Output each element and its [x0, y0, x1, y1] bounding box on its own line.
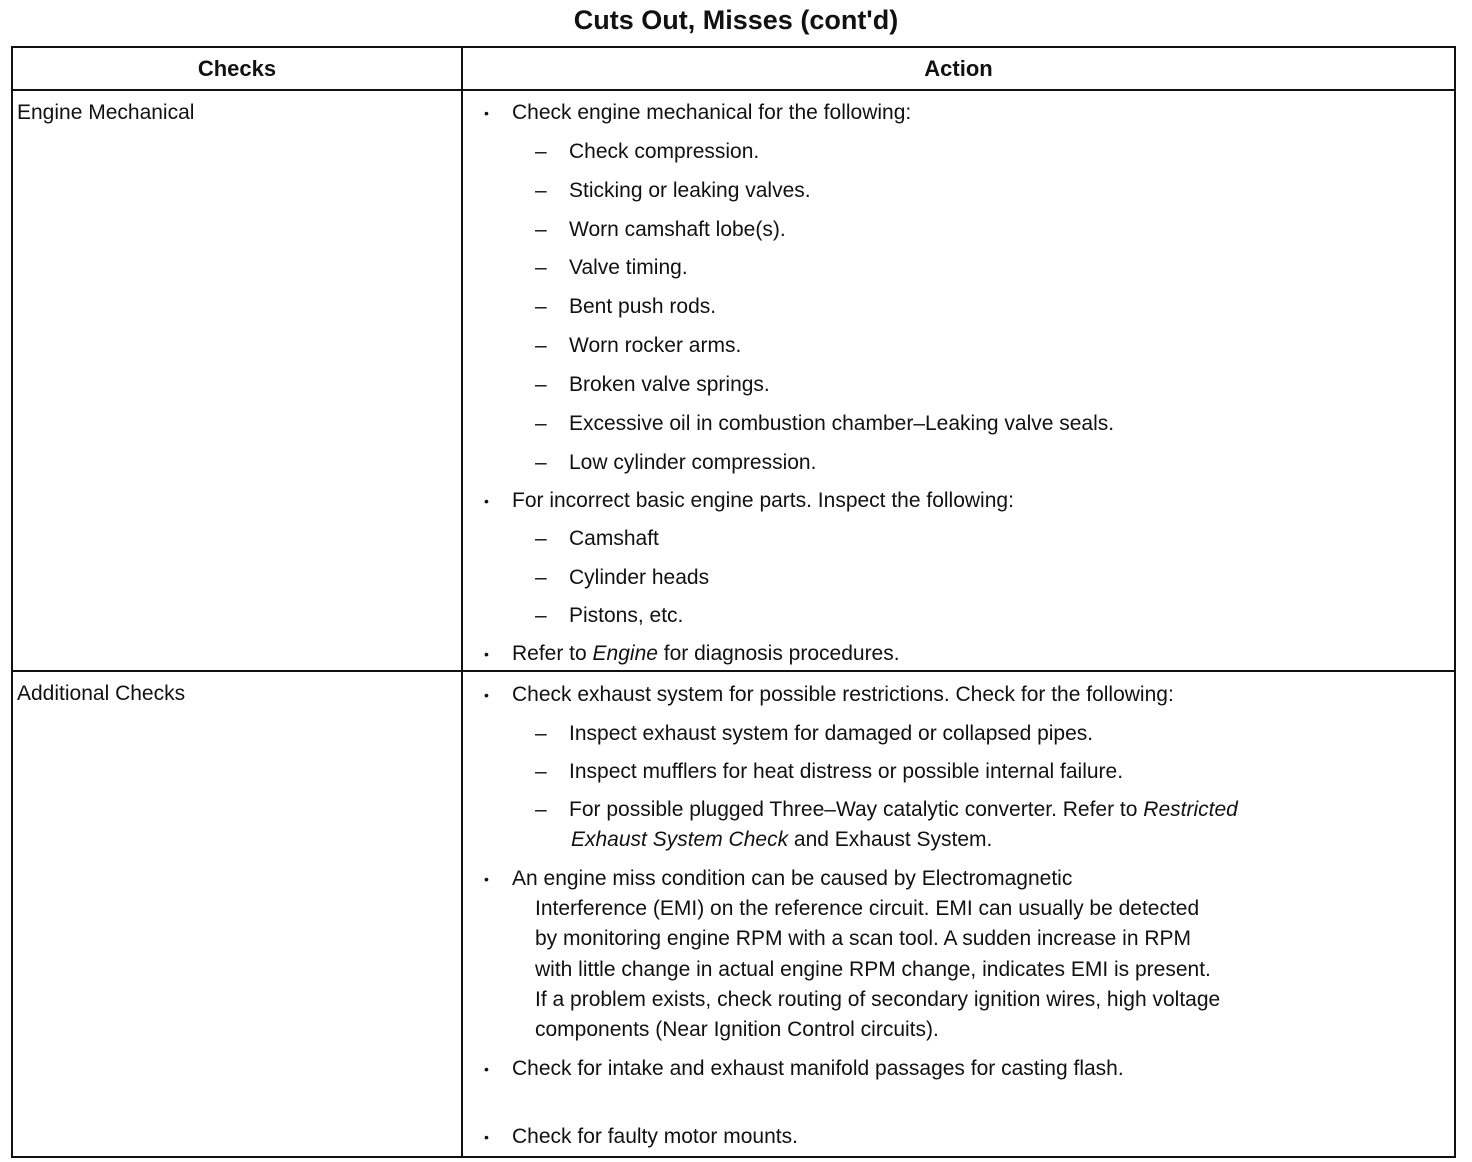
- sub-item: – Inspect exhaust system for damaged or collapsed pipes.: [569, 720, 1093, 748]
- sub-item: – Camshaft: [569, 525, 659, 553]
- restricted-reference: Restricted: [1143, 798, 1238, 821]
- text: and Exhaust System.: [788, 828, 993, 851]
- bullet-continuation: by monitoring engine RPM with a scan tool. A sudden increase in RPM: [535, 927, 1192, 950]
- header-checks: Checks: [197, 56, 277, 81]
- bullet-item: • Check engine mechanical for the following:: [512, 99, 911, 127]
- bullet-continuation: with little change in actual engine RPM change, indicates EMI is present.: [535, 958, 1211, 981]
- text: For possible plugged Three–Way catalytic converter. Refer to: [569, 798, 1144, 821]
- bullet-item: • Check for faulty motor mounts.: [512, 1123, 798, 1151]
- text: for diagnosis procedures.: [657, 642, 900, 665]
- diagnosis-table: [11, 46, 1456, 1158]
- action-cell: [463, 91, 1454, 670]
- exhaust-system-check-reference: Exhaust System Check: [571, 828, 789, 851]
- text: Refer to: [512, 642, 593, 665]
- bullet-item: • Check for intake and exhaust manifold passages for casting flash.: [512, 1055, 1124, 1083]
- header-action: Action: [924, 56, 993, 81]
- action-cell: [463, 672, 1454, 1156]
- page-title: Cuts Out, Misses (cont'd): [573, 5, 899, 35]
- sub-item: – Bent push rods.: [569, 293, 716, 321]
- bullet-continuation: components (Near Ignition Control circuits).: [535, 1018, 939, 1041]
- sub-item: – Check compression.: [569, 138, 759, 166]
- sub-item: – Worn camshaft lobe(s).: [569, 216, 786, 244]
- sub-item: – Worn rocker arms.: [569, 332, 741, 360]
- bullet-item: • An engine miss condition can be caused by Electromagnetic: [512, 865, 1072, 893]
- bullet-continuation: Interference (EMI) on the reference circuit. EMI can usually be detected: [535, 897, 1200, 920]
- sub-item: – Cylinder heads: [569, 564, 709, 592]
- sub-item: – Excessive oil in combustion chamber–Leaking valve seals.: [569, 410, 1114, 438]
- bullet-item: • Check exhaust system for possible restrictions. Check for the following:: [512, 681, 1174, 709]
- sub-item: – Broken valve springs.: [569, 371, 770, 399]
- sub-item: – Valve timing.: [569, 254, 688, 282]
- bullet-item: • For incorrect basic engine parts. Inspect the following:: [512, 487, 1014, 515]
- sub-item: – Low cylinder compression.: [569, 449, 816, 477]
- table-header-row: [13, 48, 1454, 91]
- check-label: Additional Checks: [17, 682, 186, 705]
- table-row-additional-checks: [13, 672, 1454, 1156]
- engine-reference: Engine: [592, 642, 658, 665]
- sub-item-continuation: [571, 826, 992, 854]
- sub-item: – Pistons, etc.: [569, 602, 683, 630]
- sub-item: – Inspect mufflers for heat distress or possible internal failure.: [569, 758, 1123, 786]
- check-label: Engine Mechanical: [17, 101, 195, 124]
- bullet-continuation: If a problem exists, check routing of secondary ignition wires, high voltage: [535, 988, 1221, 1011]
- sub-item: [569, 796, 1238, 824]
- sub-item: – Sticking or leaking valves.: [569, 177, 811, 205]
- table-row-engine-mechanical: [13, 91, 1454, 672]
- bullet-item: [512, 640, 900, 668]
